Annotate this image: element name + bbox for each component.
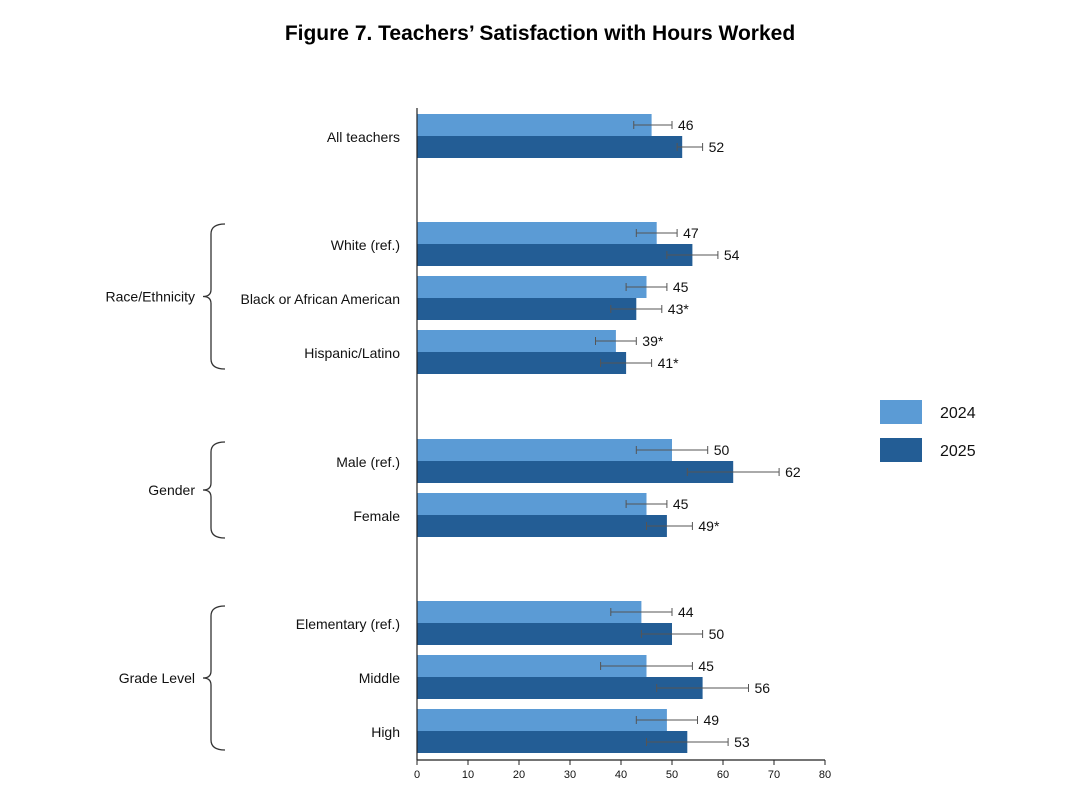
group-bracket bbox=[203, 606, 225, 750]
bar-2025 bbox=[417, 298, 636, 320]
category-label: Female bbox=[353, 508, 400, 524]
bar-2025 bbox=[417, 136, 682, 158]
bar-2024 bbox=[417, 493, 647, 515]
legend-swatch-2024 bbox=[880, 400, 922, 424]
bar-2024 bbox=[417, 222, 657, 244]
data-label: 62 bbox=[785, 464, 801, 480]
data-label: 49 bbox=[703, 712, 720, 728]
data-label: 50 bbox=[713, 442, 730, 458]
x-tick-label: 0 bbox=[413, 769, 421, 781]
data-label: 47 bbox=[683, 225, 699, 241]
category-label: All teachers bbox=[326, 129, 400, 145]
x-tick-label: 50 bbox=[665, 769, 679, 781]
category-label: White (ref.) bbox=[330, 237, 400, 253]
category-label: Middle bbox=[358, 670, 400, 686]
x-tick-label: 70 bbox=[767, 769, 781, 781]
bar-2024 bbox=[417, 276, 647, 298]
bar-2025 bbox=[417, 623, 672, 645]
data-label: 45 bbox=[672, 279, 689, 295]
x-tick-label: 20 bbox=[512, 769, 526, 781]
bar-2025 bbox=[417, 461, 733, 483]
bar-2024 bbox=[417, 601, 641, 623]
chart-title: Figure 7. Teachers’ Satisfaction with Hours Worked bbox=[284, 22, 796, 45]
x-tick-label: 80 bbox=[818, 769, 832, 781]
bar-2024 bbox=[417, 709, 667, 731]
category-label: Hispanic/Latino bbox=[304, 345, 400, 361]
group-bracket bbox=[203, 442, 225, 538]
bar-2025 bbox=[417, 244, 692, 266]
bar-2024 bbox=[417, 439, 672, 461]
legend-label: 2024 bbox=[940, 405, 976, 422]
data-label: 50 bbox=[708, 626, 725, 642]
bar-2024 bbox=[417, 330, 616, 352]
data-label: 44 bbox=[678, 604, 694, 620]
bar-2025 bbox=[417, 515, 667, 537]
legend-swatch-2025 bbox=[880, 438, 922, 462]
x-tick-label: 10 bbox=[461, 769, 475, 781]
data-label: 46 bbox=[678, 117, 694, 133]
group-bracket bbox=[203, 224, 225, 369]
data-label: 53 bbox=[734, 734, 750, 750]
x-tick-label: 40 bbox=[614, 769, 628, 781]
x-tick-label: 30 bbox=[563, 769, 577, 781]
group-label: Grade Level bbox=[118, 670, 195, 686]
data-label: 41* bbox=[657, 355, 679, 371]
bar-2025 bbox=[417, 352, 626, 374]
group-label: Race/Ethnicity bbox=[105, 288, 195, 305]
category-label: Elementary (ref.) bbox=[295, 616, 400, 632]
data-label: 54 bbox=[723, 247, 740, 263]
category-label: Black or African American bbox=[240, 291, 400, 307]
legend-label: 2025 bbox=[940, 443, 976, 460]
data-label: 45 bbox=[672, 496, 689, 512]
data-label: 39* bbox=[642, 333, 664, 349]
data-label: 49* bbox=[698, 518, 720, 534]
x-tick-label: 60 bbox=[716, 769, 730, 781]
data-label: 45 bbox=[698, 658, 714, 674]
data-label: 43* bbox=[667, 301, 689, 317]
category-label: High bbox=[371, 724, 400, 740]
bar-2024 bbox=[417, 114, 652, 136]
category-label: Male (ref.) bbox=[336, 454, 400, 470]
group-label: Gender bbox=[148, 482, 195, 498]
data-label: 56 bbox=[754, 680, 771, 696]
data-label: 52 bbox=[708, 139, 725, 155]
